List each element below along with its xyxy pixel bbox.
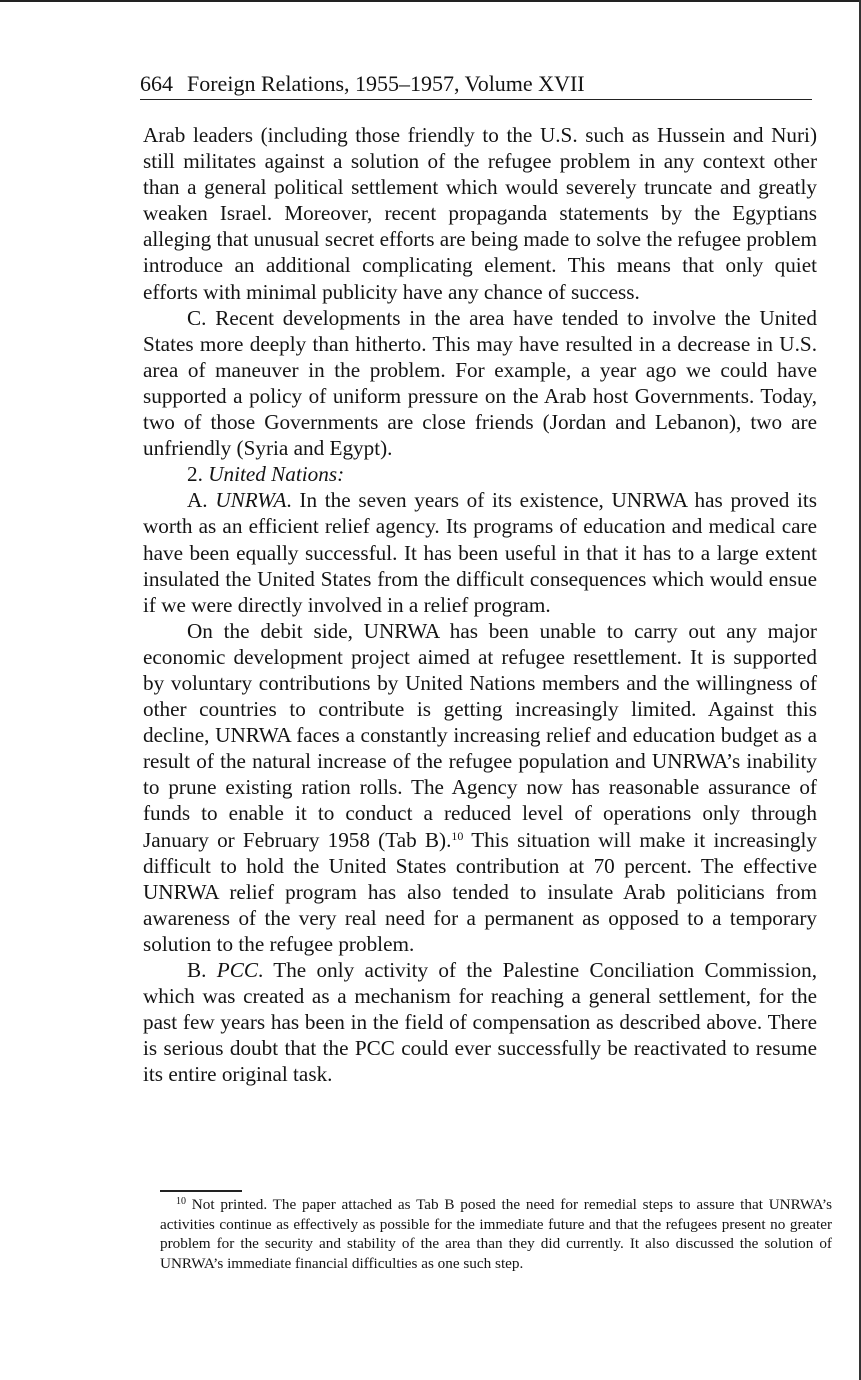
section-heading-united-nations [143, 461, 817, 487]
unrwa-text: . In the seven years of its existence, UNRWA has proved its worth as an efficient relief agency. Its programs of education and medical care have been equally successful. It has been useful in that it has to a large extent insulated the United States from the difficult consequences which would ensue if we were directly involved in a relief program. [143, 488, 817, 617]
paragraph-recent-developments: C. Recent developments in the area have tended to involve the United States more deeply than hitherto. This may have resulted in a decrease in U.S. area of maneuver in the problem. For example, a year ago we could have supported a policy of uniform pressure on the Arab host Governments. Today, two of those Governments are close friends (Jordan and Lebanon), two are unfriendly (Syria and Egypt). [143, 305, 817, 461]
running-header [140, 70, 812, 100]
pcc-term: PCC [216, 958, 258, 982]
section-title: United Nations: [208, 462, 345, 487]
page-number: 664 [140, 71, 173, 96]
pcc-text: . The only activity of the Palestine Conciliation Commission, which was created as a mechanism for reaching a general settlement, for the past few years has been in the field of compensation as described above. There is serious doubt that the PCC could ever successfully be reactivated to resume its entire original task. [143, 958, 817, 1087]
footnote-rule [160, 1190, 242, 1192]
unrwa-term: UNRWA [215, 488, 287, 513]
page-edge-top [0, 0, 861, 2]
footnote [160, 1195, 832, 1274]
footnote-number: 10 [176, 1196, 186, 1207]
debit-text-after: This situation will make it increasingly difficult to hold the United States contribution at 70 percent. The effective UNRWA relief program has also tended to insulate Arab politicians from awareness of the very real need for a permanent as opposed to a temporary solution to the refugee problem. [143, 827, 817, 956]
volume-title: Foreign Relations, 1955–1957, Volume XVII [187, 71, 585, 96]
paragraph-debit-side [143, 618, 817, 957]
footnote-reference[interactable]: 10 [451, 828, 464, 843]
pcc-prefix: B. [187, 958, 207, 982]
paragraph-unrwa [143, 487, 817, 617]
unrwa-prefix: A. [187, 488, 208, 513]
section-number: 2. [187, 462, 203, 487]
debit-text: On the debit side, UNRWA has been unable to carry out any major economic development project aimed at refugee resettlement. It is supported by voluntary contributions by United Nations members and the willingness of other countries to contribute is getting increasingly limited. Against this decline, UNRWA faces a constantly increasing relief and education budget as a result of the natural increase of the refugee population and UNRWA’s inability to prune existing ration rolls. The Agency now has reasonable assurance of funds to enable it to conduct a reduced level of operations only through January or February 1958 (Tab B). [143, 618, 817, 852]
main-text [143, 122, 817, 1087]
paragraph-arab-leaders: Arab leaders (including those friendly to the U.S. such as Hussein and Nuri) still militates against a solution of the refugee problem in any context other than a general political settlement which would severely truncate and greatly weaken Israel. Moreover, recent propaganda statements by the Egyptians alleging that unusual secret efforts are being made to solve the refugee problem introduce an additional complicating element. This means that only quiet efforts with minimal publicity have any chance of success. [143, 123, 817, 304]
paragraph-pcc [143, 957, 817, 1087]
footnote-text: Not printed. The paper attached as Tab B posed the need for remedial steps to assure that UNRWA’s activities continue as effectively as possible for the immediate future and that the refugees present no greater problem for the security and stability of the area than they did currently. It also discussed the solution of UNRWA’s immediate financial difficulties as one such step. [160, 1196, 832, 1273]
